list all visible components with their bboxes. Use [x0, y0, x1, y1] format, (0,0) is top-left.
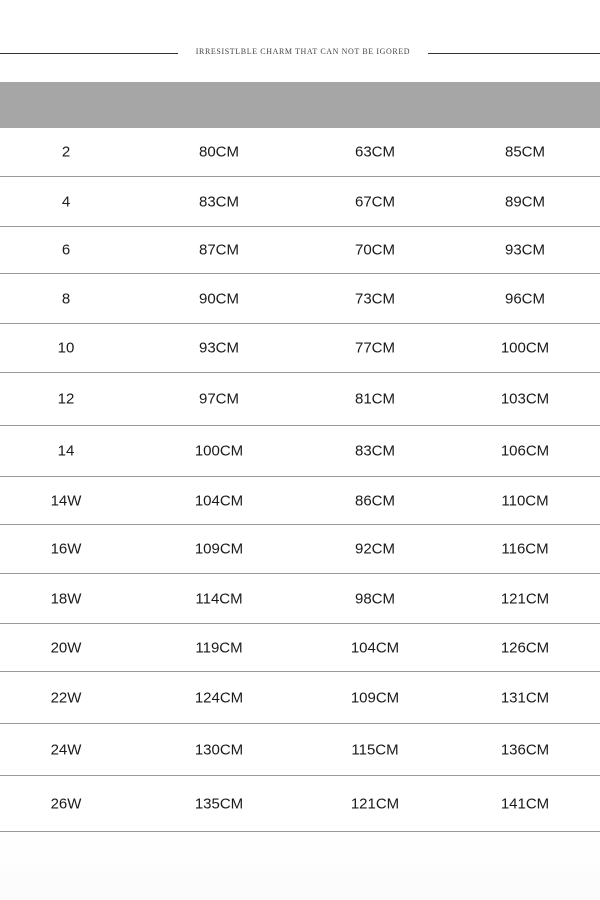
waist-cell: 83CM	[354, 442, 396, 460]
hip-cell: 131CM	[500, 689, 550, 706]
bust-cell: 87CM	[198, 241, 240, 259]
bust-cell: 93CM	[198, 339, 240, 357]
table-row	[0, 177, 600, 227]
waist-cell: 104CM	[350, 639, 400, 656]
waist-cell: 98CM	[354, 590, 396, 607]
table-row	[0, 624, 600, 672]
table-row	[0, 426, 600, 477]
table-row	[0, 128, 600, 177]
table-row	[0, 324, 600, 373]
tagline-text: IRRESISTLBLE CHARM THAT CAN NOT BE IGORED	[195, 47, 411, 56]
size-cell: 24W	[50, 741, 82, 758]
bust-cell: 119CM	[195, 639, 243, 656]
bust-cell: 100CM	[194, 442, 244, 460]
size-cell: 2	[61, 143, 71, 161]
hip-cell: 126CM	[500, 639, 550, 656]
table-header-band	[0, 82, 600, 128]
bust-cell: 135CM	[194, 795, 244, 812]
bust-cell: 104CM	[194, 492, 244, 509]
size-cell: 14W	[50, 492, 82, 509]
bust-cell: 124CM	[194, 689, 244, 706]
size-cell: 12	[57, 390, 75, 408]
hip-cell: 141CM	[500, 795, 550, 812]
size-cell: 18W	[50, 590, 82, 607]
waist-cell: 77CM	[354, 339, 396, 357]
hip-cell: 85CM	[504, 143, 546, 161]
bust-cell: 90CM	[198, 290, 240, 307]
waist-cell: 63CM	[354, 143, 396, 161]
size-cell: 6	[61, 241, 71, 259]
hip-cell: 106CM	[500, 442, 550, 460]
bust-cell: 109CM	[194, 540, 244, 558]
waist-cell: 86CM	[354, 492, 396, 509]
size-cell: 22W	[50, 689, 82, 706]
size-cell: 14	[57, 442, 75, 460]
table-row	[0, 724, 600, 776]
size-cell: 20W	[50, 639, 82, 656]
table-row	[0, 227, 600, 274]
table-row	[0, 776, 600, 832]
tagline-divider-right	[428, 53, 600, 54]
table-row	[0, 525, 600, 574]
hip-cell: 110CM	[501, 492, 549, 509]
waist-cell: 73CM	[354, 290, 396, 307]
hip-cell: 116CM	[501, 540, 549, 558]
size-cell: 16W	[50, 540, 82, 558]
size-cell: 10	[57, 339, 75, 357]
bust-cell: 114CM	[195, 590, 243, 607]
waist-cell: 92CM	[354, 540, 396, 558]
hip-cell: 89CM	[504, 193, 546, 210]
waist-cell: 70CM	[354, 241, 396, 259]
waist-cell: 81CM	[354, 390, 396, 408]
waist-cell: 109CM	[350, 689, 400, 706]
waist-cell: 67CM	[354, 193, 396, 210]
hip-cell: 136CM	[500, 741, 550, 758]
waist-cell: 115CM	[351, 741, 399, 758]
size-cell: 8	[61, 290, 71, 307]
tagline-divider-left	[0, 53, 178, 54]
hip-cell: 93CM	[504, 241, 546, 259]
table-row	[0, 477, 600, 525]
hip-cell: 103CM	[500, 390, 550, 408]
table-row	[0, 672, 600, 724]
table-row	[0, 574, 600, 624]
waist-cell: 121CM	[350, 795, 400, 812]
tagline-row	[0, 44, 600, 64]
table-row	[0, 373, 600, 426]
hip-cell: 100CM	[500, 339, 550, 357]
hip-cell: 96CM	[504, 290, 546, 307]
size-cell: 26W	[50, 795, 82, 812]
hip-cell: 121CM	[500, 590, 550, 607]
table-row	[0, 274, 600, 324]
bottom-blank-area	[0, 836, 600, 900]
bust-cell: 97CM	[198, 390, 240, 408]
size-cell: 4	[61, 193, 71, 210]
bust-cell: 83CM	[198, 193, 240, 210]
bust-cell: 130CM	[194, 741, 244, 758]
bust-cell: 80CM	[198, 143, 240, 161]
